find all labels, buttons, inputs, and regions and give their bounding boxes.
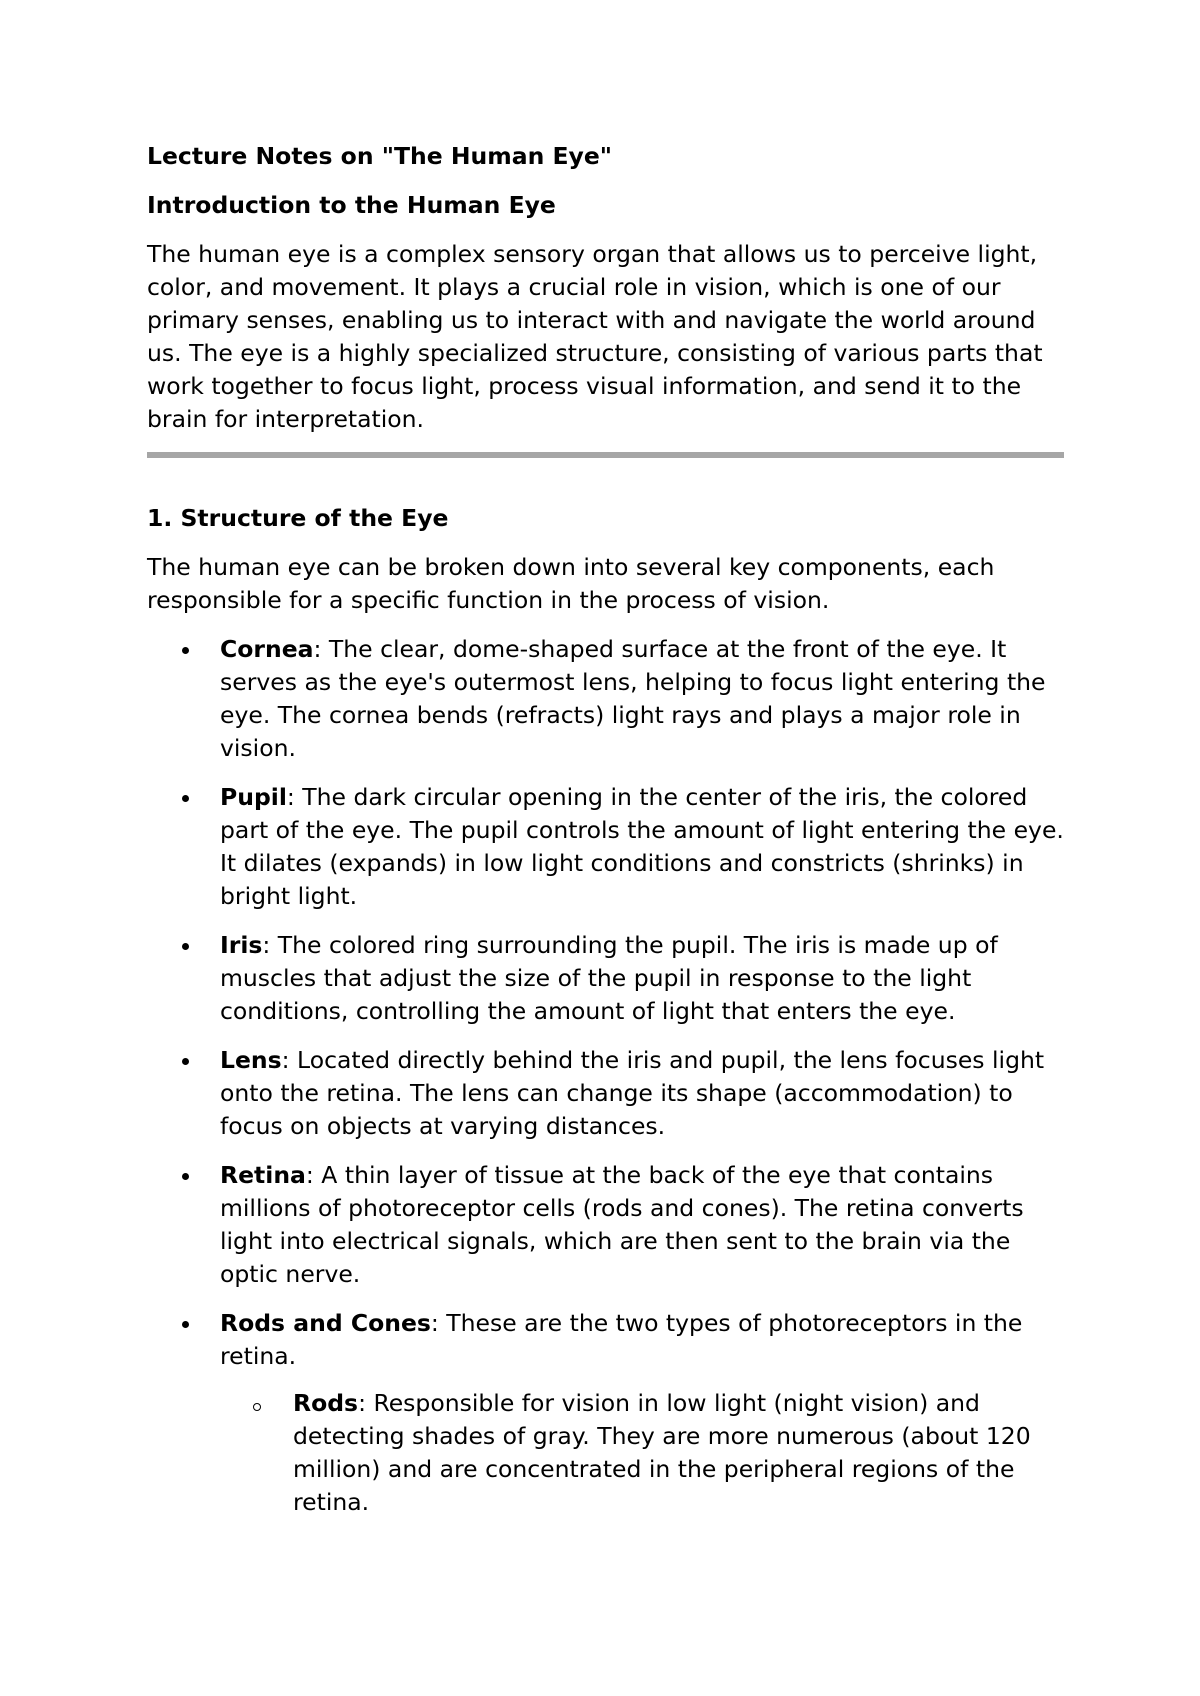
term-description: : The clear, dome-shaped surface at the front of the eye. It serves as the eye's outermost lens, helping to focus light entering the eye. The cornea bends (refracts) light rays and plays a major role in vision. [220,635,1046,762]
list-item-pupil [147,781,1067,913]
term-description: : These are the two types of photoreceptors in the retina. [220,1309,1023,1370]
bullet-icon [182,943,189,950]
term-description: : Responsible for vision in low light (night vision) and detecting shades of gray. They are more numerous (about 120 million) and are concentrated in the peripheral regions of the retina. [293,1389,1031,1516]
term-description: : A thin layer of tissue at the back of the eye that contains millions of photoreceptor cells (rods and cones). The retina converts light into electrical signals, which are then sent to the brain via the optic nerve. [220,1161,1024,1288]
bullet-icon [182,1058,189,1065]
list-item-iris [147,929,1067,1028]
document-title: Lecture Notes on "The Human Eye" [147,142,613,170]
component-list [147,633,1067,1519]
list-item-lens [147,1044,1067,1143]
section-heading-structure: 1. Structure of the Eye [147,504,449,532]
list-item-retina [147,1159,1067,1291]
sub-list [220,1387,1067,1519]
term-label: Retina [220,1161,306,1189]
bullet-icon [182,1321,189,1328]
hollow-bullet-icon [253,1403,261,1411]
term-label: Cornea [220,635,314,663]
bullet-icon [182,647,189,654]
list-item-rods-and-cones [147,1307,1067,1519]
term-description: : The colored ring surrounding the pupil. The iris is made up of muscles that adjust the size of the pupil in response to the light conditions, controlling the amount of light that enters the eye. [220,931,998,1025]
term-label: Pupil [220,783,287,811]
list-item-cornea [147,633,1067,765]
term-label: Rods [293,1389,359,1417]
term-label: Iris [220,931,263,959]
section-paragraph: The human eye can be broken down into several key components, each responsible for a specific function in the process of vision. [147,553,995,614]
sub-list-item-rods [220,1387,1067,1519]
document-page [147,140,1067,1535]
bullet-icon [182,795,189,802]
intro-paragraph: The human eye is a complex sensory organ that allows us to perceive light, color, and movement. It plays a crucial role in vision, which is one of our primary senses, enabling us to interact with and navigate the world around us. The eye is a highly specialized structure, consisting of various parts that work together to focus light, process visual information, and send it to the brain for interpretation. [147,240,1043,433]
horizontal-rule [147,452,1064,458]
term-label: Rods and Cones [220,1309,431,1337]
term-description: : The dark circular opening in the center of the iris, the colored part of the eye. The pupil controls the amount of light entering the eye. It dilates (expands) in low light conditions and constricts (shrinks) in bright light. [220,783,1064,910]
term-description: : Located directly behind the iris and pupil, the lens focuses light onto the retina. The lens can change its shape (accommodation) to focus on objects at varying distances. [220,1046,1045,1140]
intro-heading: Introduction to the Human Eye [147,191,556,219]
bullet-icon [182,1173,189,1180]
term-label: Lens [220,1046,282,1074]
